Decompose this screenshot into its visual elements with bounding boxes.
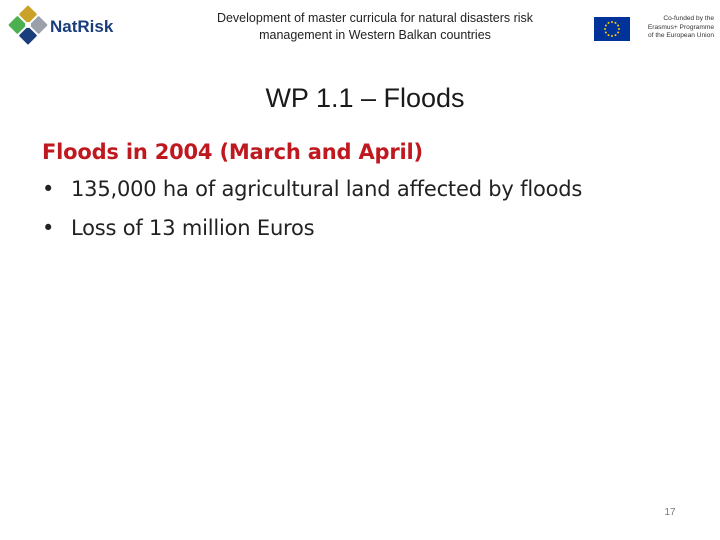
header-caption xyxy=(170,10,580,44)
eu-text-line-1: Co-funded by the xyxy=(663,15,714,22)
bullet-item xyxy=(42,211,682,245)
eu-text-line-2: Erasmus+ Programme xyxy=(647,23,714,31)
eu-text-line-3: of the European Union xyxy=(648,32,714,39)
page-number: 17 xyxy=(664,507,676,518)
slide-title: WP 1.1 – Floods xyxy=(265,83,465,113)
section-heading: Floods in 2004 (March and April) xyxy=(42,140,423,164)
natrisk-logo-mark-icon xyxy=(6,3,50,47)
eu-cofunding-logo xyxy=(594,15,714,45)
bullet-marker: • xyxy=(42,177,55,201)
bullet-marker: • xyxy=(42,216,55,240)
bullet-item xyxy=(42,172,682,206)
natrisk-logo xyxy=(6,3,118,47)
header-caption-line-1: Development of master curricula for natural disasters risk xyxy=(216,11,534,25)
logo-text: NatRisk xyxy=(50,17,114,36)
slide-body xyxy=(42,132,682,245)
bullet-text: 135,000 ha of agricultural land affected by floods xyxy=(71,177,583,201)
bullet-text: Loss of 13 million Euros xyxy=(71,216,315,240)
eu-flag-icon xyxy=(594,17,630,41)
header-caption-line-2: management in Western Balkan countries xyxy=(259,28,491,42)
eu-cofunding-text xyxy=(634,15,714,41)
